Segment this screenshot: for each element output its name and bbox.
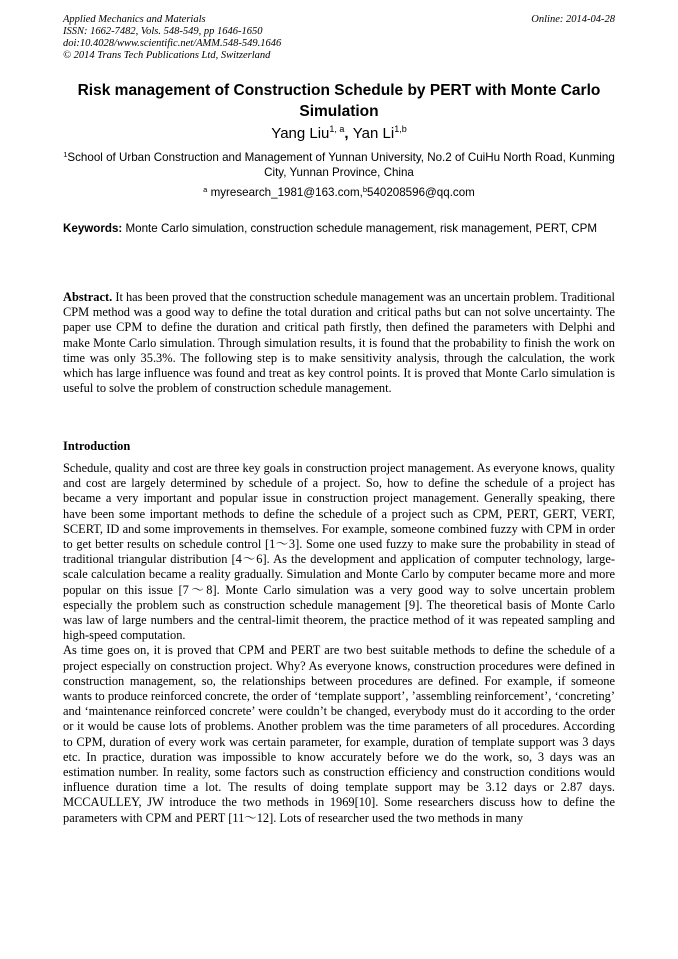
- abstract-text: It has been proved that the construction schedule management was an uncertain problem. Traditional CPM method was a good way to define the total duration and critical paths but can not solve uncertainty. The paper use CPM to define the duration and critical path firstly, then defined the parameters with Delphi and make Monte Carlo simulation. Through simulation results, it is found that the probability to finish the work on time was only 35.3%. The following step is to make sensitivity analysis, through the calculation, the work which has large influence was found and treat as key control points. It is proved that Monte Carlo simulation is useful to solve the problem of construction schedule management.: [63, 290, 615, 396]
- paragraph: As time goes on, it is proved that CPM and PERT are two best suitable methods to define the schedule of a project especially on construction project. Why? As everyone knows, construction procedures were defined in construction management, so, the relationships between procedures are defined. For example, if someone wants to produce reinforced concrete, the order of ‘template support’, ’assembling reinforcement’, ‘concreting’ and ‘maintenance reinforced concrete’ were couldn’t be changed, everybody must do it according to the order or it would be cause lots of problems. Another problem was the time parameters of all procedures. According to CPM, duration of every work was certain parameter, for example, duration of template support was 3 days etc. In practice, duration was impossible to know accurately before we do the work, so, 3 days was an estimation number. In reality, some factors such as construction efficiency and construction conditions would influence duration time a lot. The results of doing template support may be 3.12 days or 2.87 days. MCCAULLEY, JW introduce the two methods in 1969[10]. Some researchers discuss how to define the parameters with CPM and PERT [11～12]. Lots of researcher used the two methods in many: [63, 643, 615, 825]
- journal-doi: doi:10.4028/www.scientific.net/AMM.548-549.1646: [63, 38, 282, 49]
- keywords-label: Keywords:: [63, 222, 123, 235]
- keywords-text: Monte Carlo simulation, construction schedule management, risk management, PERT, CPM: [122, 222, 597, 235]
- author-name: Yan Li: [352, 125, 395, 142]
- keywords: [63, 222, 615, 236]
- abstract: [63, 290, 615, 396]
- section-heading-introduction: Introduction: [63, 439, 131, 453]
- journal-header: [63, 14, 615, 62]
- abstract-label: Abstract.: [63, 290, 113, 304]
- introduction-body: [63, 461, 615, 826]
- affiliation: [63, 151, 615, 180]
- author-line: [63, 124, 615, 144]
- email-link[interactable]: 540208596@qq.com: [367, 186, 475, 199]
- paper-title: Risk management of Construction Schedule by PERT with Monte Carlo Simulation: [77, 82, 601, 120]
- paragraph: Schedule, quality and cost are three key goals in construction project management. As everyone knows, quality and cost are largely determined by schedule of a project. So, how to define the schedule of a project has became a very important and popular issue in construction project management. Generally speaking, there have been some important methods to define the schedule of a project such as CPM, PERT, GERT, VERT, SCERT, ID and some improvements in themselves. For example, someone combined fuzzy with CPM in order to get better results on schedule control [1～3]. Some one used fuzzy to make sure the probability in stead of traditional triangular distribution [4～6]. As the development and application of computer technology, large-scale calculation became a reality gradually. Simulation and Monte Carlo by computer became more and more popular on this issue [7～8]. Monte Carlo simulation was a very good way to solve uncertain problem especially the problem such as construction schedule management [9]. The theoretical basis of Monte Carlo was law of large numbers and the central-limit theorem, the practice method of it was repeated sampling and high-speed computation.: [63, 461, 615, 643]
- email-link[interactable]: myresearch_1981@163.com,: [207, 186, 363, 199]
- author-affiliation-mark: 1, a: [329, 124, 345, 134]
- affiliation-text: School of Urban Construction and Management of Yunnan University, No.2 of CuiHu North Road, Kunming City, Yunnan Province, China: [67, 151, 615, 179]
- email-mark: a: [203, 185, 208, 194]
- author-name: Yang Liu: [271, 125, 330, 142]
- author-emails: [63, 186, 615, 200]
- affiliation-mark: 1: [63, 150, 68, 159]
- journal-name: Applied Mechanics and Materials: [63, 14, 206, 25]
- online-date: Online: 2014-04-28: [531, 14, 615, 25]
- journal-issn: ISSN: 1662-7482, Vols. 548-549, pp 1646-1650: [63, 26, 263, 37]
- journal-copyright: © 2014 Trans Tech Publications Ltd, Switzerland: [63, 50, 271, 61]
- author-affiliation-mark: 1,b: [394, 124, 407, 134]
- author-separator: ,: [344, 125, 353, 142]
- email-mark: b: [362, 185, 367, 194]
